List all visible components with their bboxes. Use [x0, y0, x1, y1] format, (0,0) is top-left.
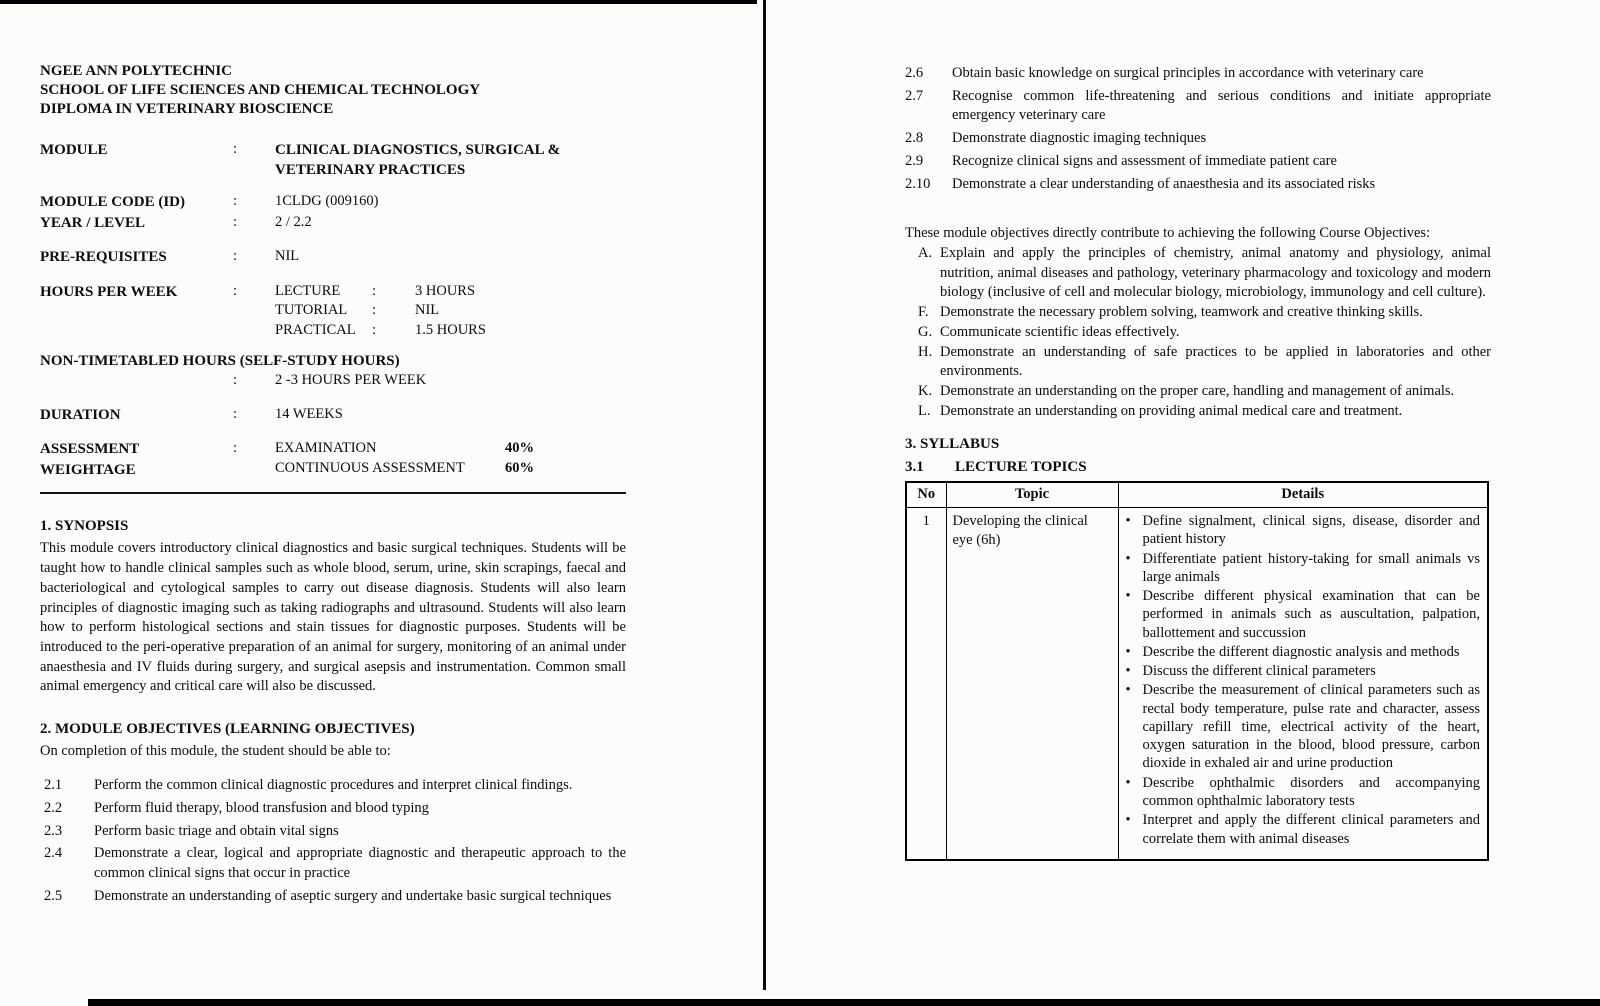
institution-name: NGEE ANN POLYTECHNIC — [40, 63, 232, 79]
course-objective-letter: G. — [918, 323, 933, 340]
objective-text: Demonstrate diagnostic imaging techniques — [952, 130, 1207, 147]
cell-topic: Developing the clinical eye (6h) — [946, 508, 1118, 860]
detail-text: Describe the measurement of clinical parameters such as rectal body temperature, pulse rate and character, assess capillary refill time, electrical activity of the heart, oxygen saturation in the blood, blood pressure, carbon dioxide in exhaled air and urine production — [1142, 682, 1480, 772]
module-objectives-intro: On completion of this module, the student should be able to: — [40, 743, 391, 760]
info-row-module-code — [40, 192, 626, 212]
info-row-assessment — [40, 439, 626, 480]
colon: : — [233, 213, 238, 230]
tutorial-label: TUTORIAL — [275, 302, 348, 319]
non-timetabled-value: 2 -3 HOURS PER WEEK — [275, 372, 427, 389]
assessment-label — [40, 439, 233, 480]
subsection-number: 3.1 — [905, 458, 924, 475]
year-level-label: YEAR / LEVEL — [40, 214, 146, 231]
objective-number: 2.8 — [905, 130, 924, 147]
objective-text: Demonstrate an understanding of aseptic surgery and undertake basic surgical techniques — [94, 887, 612, 904]
bullet-icon: • — [1125, 513, 1131, 529]
tutorial-value: NIL — [415, 302, 440, 319]
subsection-title: LECTURE TOPICS — [955, 458, 1087, 475]
lecture-label: LECTURE — [275, 282, 341, 299]
detail-bullet-item — [1126, 512, 1481, 549]
pre-requisites-label: PRE-REQUISITES — [40, 249, 167, 266]
colon: : — [372, 302, 377, 319]
pre-requisites-value: NIL — [275, 248, 300, 265]
detail-text: Describe different physical examination that can be performed in animals such as auscultation, palpation, ballottement and succussion — [1142, 588, 1480, 641]
objective-item — [40, 776, 626, 796]
lecture-topics-subheading — [905, 457, 1491, 477]
objective-item — [40, 844, 626, 883]
course-objective-text: Communicate scientific ideas effectively. — [940, 323, 1180, 340]
colon: : — [233, 405, 238, 422]
objective-number: 2.5 — [44, 887, 63, 904]
bullet-icon: • — [1125, 588, 1131, 605]
detail-text: Interpret and apply the different clinical parameters and correlate them with animal diseases — [1142, 812, 1480, 847]
examination-weight: 40% — [505, 440, 534, 457]
detail-text: Describe ophthalmic disorders and accompanying common ophthalmic laboratory tests — [1142, 774, 1480, 809]
hours-row-practical — [275, 321, 626, 341]
objectives-list-right — [905, 64, 1491, 194]
colon: : — [233, 440, 238, 457]
objective-text: Perform basic triage and obtain vital signs — [94, 822, 339, 839]
course-objective-item — [918, 402, 1491, 422]
info-row-hours-per-week — [40, 282, 626, 341]
course-objective-letter: H. — [918, 343, 933, 360]
horizontal-rule — [40, 492, 626, 494]
info-row-non-timetabled — [40, 351, 626, 391]
objective-item — [905, 129, 1491, 149]
assessment-row-continuous — [275, 459, 626, 479]
bullet-icon: • — [1125, 550, 1131, 567]
info-row-pre-requisites — [40, 247, 626, 267]
course-objective-letter: L. — [918, 402, 931, 419]
objective-number: 2.4 — [44, 845, 63, 862]
module-code-label: MODULE CODE (ID) — [40, 194, 185, 211]
colon: : — [233, 193, 238, 210]
detail-text: Differentiate patient history-taking for small animals vs large animals — [1142, 550, 1480, 585]
column-header-topic: Topic — [946, 482, 1118, 507]
course-objective-item — [918, 303, 1491, 323]
objective-text: Demonstrate a clear, logical and appropriate diagnostic and therapeutic approach to the common clinical signs that occur in practice — [94, 845, 626, 882]
objective-item — [40, 799, 626, 819]
course-objective-item — [918, 382, 1491, 402]
objective-item — [905, 175, 1491, 195]
practical-value: 1.5 HOURS — [415, 321, 486, 338]
synopsis-heading: 1. SYNOPSIS — [40, 517, 129, 534]
course-objective-letter: F. — [918, 304, 929, 321]
colon: : — [233, 372, 238, 389]
objective-item — [40, 822, 626, 842]
page-right — [766, 0, 1600, 861]
course-objective-item — [918, 244, 1491, 303]
colon: : — [372, 282, 377, 299]
objective-number: 2.6 — [905, 65, 924, 81]
practical-label: PRACTICAL — [275, 321, 356, 338]
course-objective-letter: K. — [918, 383, 933, 400]
document-header — [40, 62, 626, 120]
objective-text: Recognize clinical signs and assessment of immediate patient care — [952, 152, 1337, 169]
course-objective-text: Demonstrate an understanding on the proper care, handling and management of animals. — [940, 383, 1455, 400]
objective-number: 2.3 — [44, 822, 63, 839]
synopsis-body: This module covers introductory clinical diagnostics and basic surgical techniques. Students will be taught how to handle clinical samples such as whole blood, serum, urine, skin scrapings, faecal and bacteriological and cytological samples to carry out disease diagnosis. Students will also learn principles of diagnostic imaging such as taking radiographs and ultrasound. Students will also learn how to perform histological sections and stain tissues for diagnostic purposes. Students will be introduced to the peri-operative preparation of an animal for surgery, monitoring of an animal under anaesthesia and IV fluids during surgery, and surgical asepsis and instrumentation. Common small animal emergency and critical care will also be discussed. — [40, 540, 626, 695]
hours-per-week-value — [275, 282, 626, 341]
school-name: SCHOOL OF LIFE SCIENCES AND CHEMICAL TECHNOLOGY — [40, 82, 481, 99]
bullet-icon: • — [1125, 663, 1131, 680]
page-left — [0, 0, 763, 910]
module-label: MODULE — [40, 141, 108, 158]
detail-bullet-item — [1126, 774, 1481, 811]
objective-text: Perform the common clinical diagnostic procedures and interpret clinical findings. — [94, 777, 573, 794]
lecture-topics-table — [905, 481, 1489, 861]
hours-row-tutorial — [275, 301, 626, 321]
course-objective-item — [918, 323, 1491, 343]
detail-text: Define signalment, clinical signs, disease, disorder and patient history — [1142, 513, 1480, 548]
table-row — [906, 508, 1488, 860]
objectives-list-left — [40, 776, 626, 906]
objective-item — [905, 152, 1491, 172]
detail-bullet-item — [1126, 587, 1481, 642]
module-objectives-section — [40, 719, 626, 906]
colon: : — [233, 248, 238, 265]
column-header-no: No — [906, 482, 946, 507]
objective-number: 2.7 — [905, 87, 924, 104]
course-objective-text: Demonstrate an understanding of safe practices to be applied in laboratories and other environments. — [940, 343, 1491, 380]
bullet-icon: • — [1125, 643, 1131, 660]
course-objective-item — [918, 343, 1491, 382]
info-row-year-level — [40, 213, 626, 233]
objective-item — [905, 87, 1491, 126]
syllabus-heading: 3. SYLLABUS — [905, 435, 1000, 452]
objective-text: Recognise common life-threatening and serious conditions and initiate appropriate emergency veterinary care — [952, 87, 1491, 124]
colon: : — [233, 282, 238, 299]
objective-text: Demonstrate a clear understanding of anaesthesia and its associated risks — [952, 175, 1376, 192]
year-level-value: 2 / 2.2 — [275, 213, 312, 230]
diploma-name: DIPLOMA IN VETERINARY BIOSCIENCE — [40, 101, 334, 118]
objective-item — [40, 887, 626, 907]
detail-bullet-item — [1126, 643, 1481, 661]
cell-details — [1118, 508, 1488, 860]
duration-label: DURATION — [40, 406, 121, 423]
duration-value: 14 WEEKS — [275, 405, 343, 422]
course-objective-letter: A. — [918, 245, 933, 262]
lecture-value: 3 HOURS — [415, 282, 476, 299]
objective-number: 2.10 — [905, 175, 931, 192]
objective-number: 2.9 — [905, 152, 924, 169]
bullet-icon: • — [1125, 774, 1131, 791]
colon: : — [233, 140, 238, 157]
continuous-assessment-weight: 60% — [505, 459, 534, 476]
scan-artifact-bottom — [88, 999, 1600, 1006]
course-objective-text: Demonstrate the necessary problem solving, teamwork and creative thinking skills. — [940, 304, 1423, 321]
table-header-row — [906, 482, 1488, 507]
hours-per-week-label: HOURS PER WEEK — [40, 283, 178, 300]
continuous-assessment-label: CONTINUOUS ASSESSMENT — [275, 459, 465, 476]
course-objectives-section — [905, 224, 1491, 421]
synopsis-section — [40, 516, 626, 697]
objective-text: Perform fluid therapy, blood transfusion and blood typing — [94, 799, 429, 816]
objective-number: 2.2 — [44, 799, 63, 816]
detail-bullet-item — [1126, 811, 1481, 848]
course-objectives-intro: These module objectives directly contribute to achieving the following Course Objectives: — [905, 225, 1431, 242]
course-objective-text: Demonstrate an understanding on providing animal medical care and treatment. — [940, 402, 1403, 419]
course-objective-text: Explain and apply the principles of chemistry, animal anatomy and physiology, animal nutrition, animal diseases and pathology, veterinary pharmacology and toxicology and modern biology (inclusive of cell and molecular biology, microbiology, immunology and cell culture). — [940, 245, 1491, 301]
assessment-row-examination — [275, 439, 626, 459]
module-value: CLINICAL DIAGNOSTICS, SURGICAL & VETERINARY PRACTICES — [275, 141, 561, 178]
examination-label: EXAMINATION — [275, 440, 377, 457]
objective-item — [905, 64, 1491, 84]
assessment-value — [275, 439, 626, 478]
detail-bullet-item — [1126, 550, 1481, 587]
module-code-value: 1CLDG (009160) — [275, 193, 379, 210]
hours-row-lecture — [275, 282, 626, 302]
objective-text: Obtain basic knowledge on surgical principles in accordance with veterinary care — [952, 65, 1424, 81]
assessment-label-line2: WEIGHTAGE — [40, 461, 136, 478]
column-header-details: Details — [1118, 482, 1488, 507]
detail-text: Describe the different diagnostic analysis and methods — [1142, 643, 1460, 660]
module-objectives-heading: 2. MODULE OBJECTIVES (LEARNING OBJECTIVES) — [40, 721, 415, 738]
bullet-icon: • — [1125, 812, 1131, 829]
colon: : — [372, 321, 377, 338]
cell-no: 1 — [906, 508, 946, 860]
non-timetabled-label: NON-TIMETABLED HOURS (SELF-STUDY HOURS) — [40, 352, 400, 369]
bullet-icon: • — [1125, 682, 1131, 699]
syllabus-section — [905, 434, 1491, 861]
detail-bullet-item — [1126, 662, 1481, 680]
detail-text: Discuss the different clinical parameters — [1142, 663, 1376, 680]
info-row-duration — [40, 405, 626, 425]
detail-bullet-item — [1126, 681, 1481, 772]
assessment-label-line1: ASSESSMENT — [40, 441, 140, 458]
info-row-module — [40, 140, 626, 181]
objective-number: 2.1 — [44, 777, 63, 794]
